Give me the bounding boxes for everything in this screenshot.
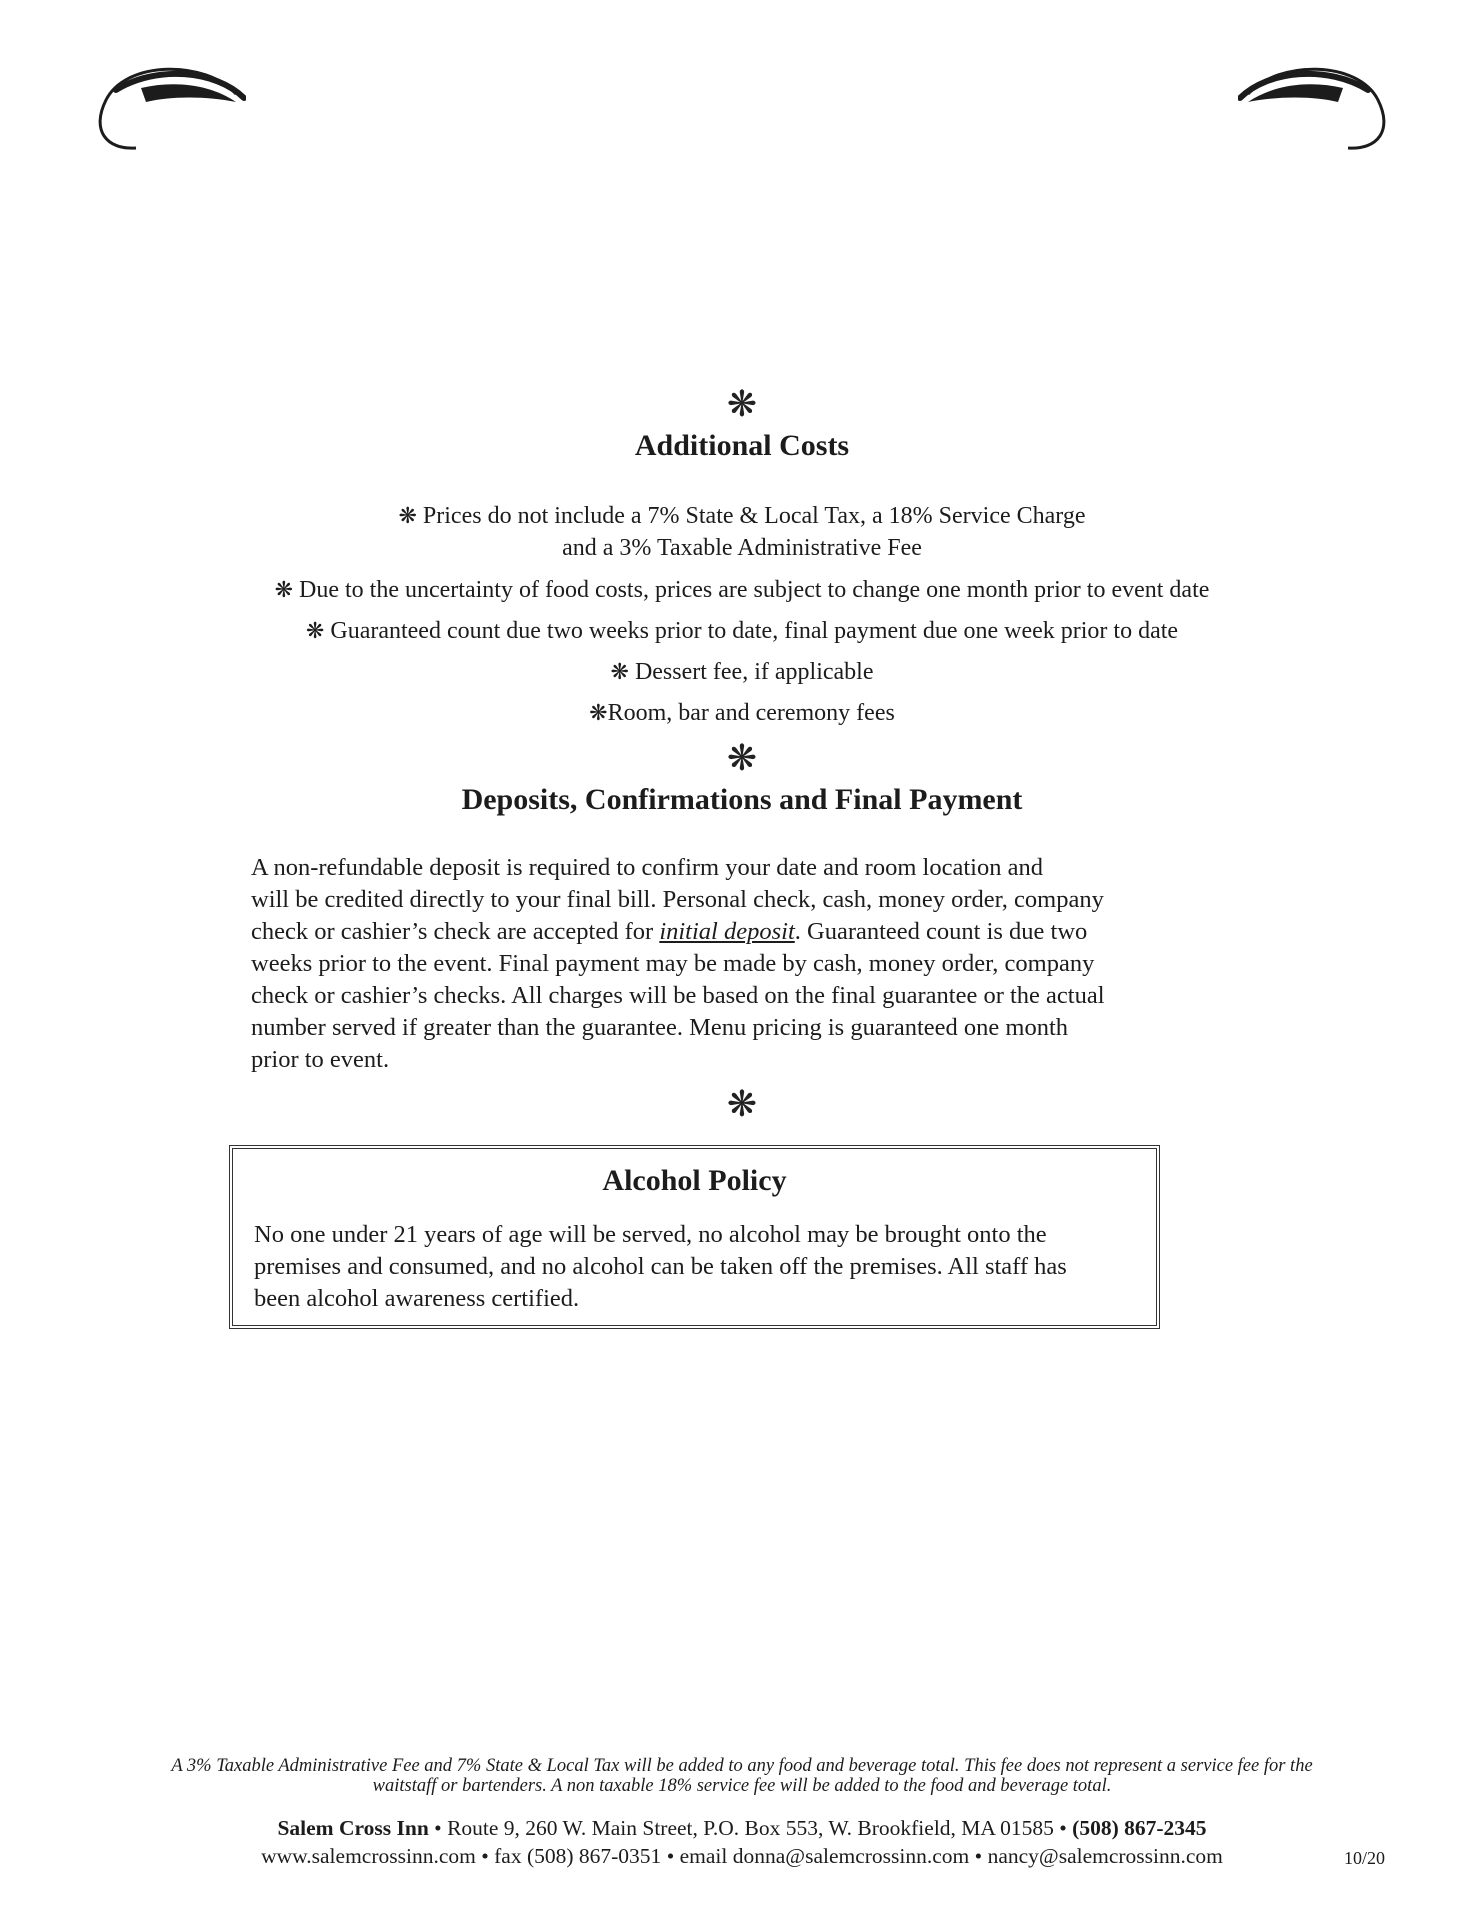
separator: • (974, 1844, 983, 1868)
business-name: Salem Cross Inn (277, 1816, 429, 1840)
cost-item-text: Dessert fee, if applicable (634, 659, 874, 685)
separator: • (481, 1844, 489, 1868)
ornament-icon: ❋ (726, 738, 758, 778)
additional-costs-title: Additional Costs (634, 429, 850, 462)
bullet-ornament-icon: ❋ (610, 659, 629, 684)
separator: • (666, 1844, 675, 1868)
paragraph-line: check or cashier’s checks. All charges will be based on the final guarantee or the actual (251, 982, 1105, 1009)
paragraph-line: prior to event. (251, 1046, 390, 1073)
paragraph-line: premises and consumed, and no alcohol can be taken off the premises. All staff has (254, 1253, 1067, 1280)
cost-item-text: Room, bar and ceremony fees (607, 700, 895, 726)
footnote-line: waitstaff or bartenders. A non taxable 18% service fee will be added to the food and beverage total. (372, 1776, 1112, 1796)
business-address-line (0, 1814, 1484, 1842)
paragraph-line: number served if greater than the guarantee. Menu pricing is guaranteed one month (251, 1014, 1069, 1041)
deposits-paragraph (251, 852, 1186, 1076)
bullet-ornament-icon: ❋ (305, 618, 325, 643)
email-link-donna[interactable]: donna@salemcrossinn.com (732, 1844, 970, 1868)
paragraph-line: A non-refundable deposit is required to confirm your date and room location and (251, 854, 1043, 881)
bullet-ornament-icon: ❋ (589, 700, 608, 725)
website-link[interactable]: www.salemcrossinn.com (261, 1844, 476, 1868)
paragraph-line: been alcohol awareness certified. (254, 1285, 580, 1312)
paragraph-line: . Guaranteed count is due two (794, 918, 1088, 945)
flourish-left-icon (86, 50, 246, 160)
email-label: email (679, 1844, 728, 1868)
cost-item (0, 500, 1484, 564)
phone-number: (508) 867-2345 (1072, 1816, 1207, 1840)
initial-deposit-emphasis: initial deposit (659, 918, 795, 945)
paragraph-line: check or cashier’s check are accepted for (251, 918, 660, 945)
email-link-nancy[interactable]: nancy@salemcrossinn.com (987, 1844, 1223, 1868)
street-address: Route 9, 260 W. Main Street, P.O. Box 553, W. Brookfield, MA 01585 (447, 1816, 1054, 1840)
deposits-title: Deposits, Confirmations and Final Payment (461, 783, 1023, 816)
separator: • (434, 1816, 442, 1840)
document-version: 10/20 (1344, 1848, 1386, 1868)
paragraph-line: No one under 21 years of age will be served, no alcohol may be brought onto the (254, 1221, 1047, 1248)
alcohol-policy-paragraph (254, 1219, 1134, 1315)
footnote-line: A 3% Taxable Administrative Fee and 7% State & Local Tax will be added to any food and beverage total. This fee does not represent a service fee for the (171, 1756, 1313, 1776)
contact-line (0, 1842, 1484, 1870)
flourish-right-icon (1238, 50, 1398, 160)
cost-item-text: and a 3% Taxable Administrative Fee (562, 535, 922, 561)
separator: • (1059, 1816, 1067, 1840)
alcohol-policy-box (229, 1145, 1160, 1329)
paragraph-line: will be credited directly to your final bill. Personal check, cash, money order, company (251, 886, 1104, 913)
alcohol-policy-title: Alcohol Policy (602, 1164, 787, 1197)
cost-item (0, 697, 1484, 729)
cost-item (0, 574, 1484, 606)
cost-item-text: Prices do not include a 7% State & Local Tax, a 18% Service Charge (422, 503, 1086, 529)
fax-number: fax (508) 867-0351 (494, 1844, 662, 1868)
cost-item-text: Due to the uncertainty of food costs, prices are subject to change one month prior to event date (299, 577, 1210, 603)
paragraph-line: weeks prior to the event. Final payment may be made by cash, money order, company (251, 950, 1095, 977)
fee-footnote (90, 1756, 1394, 1796)
cost-item-text: Guaranteed count due two weeks prior to date, final payment due one week prior to date (330, 618, 1179, 644)
ornament-icon: ❋ (726, 1084, 758, 1124)
bullet-ornament-icon: ❋ (274, 577, 294, 602)
ornament-icon: ❋ (726, 384, 758, 424)
bullet-ornament-icon: ❋ (398, 503, 417, 528)
cost-item (0, 615, 1484, 647)
cost-item (0, 656, 1484, 688)
